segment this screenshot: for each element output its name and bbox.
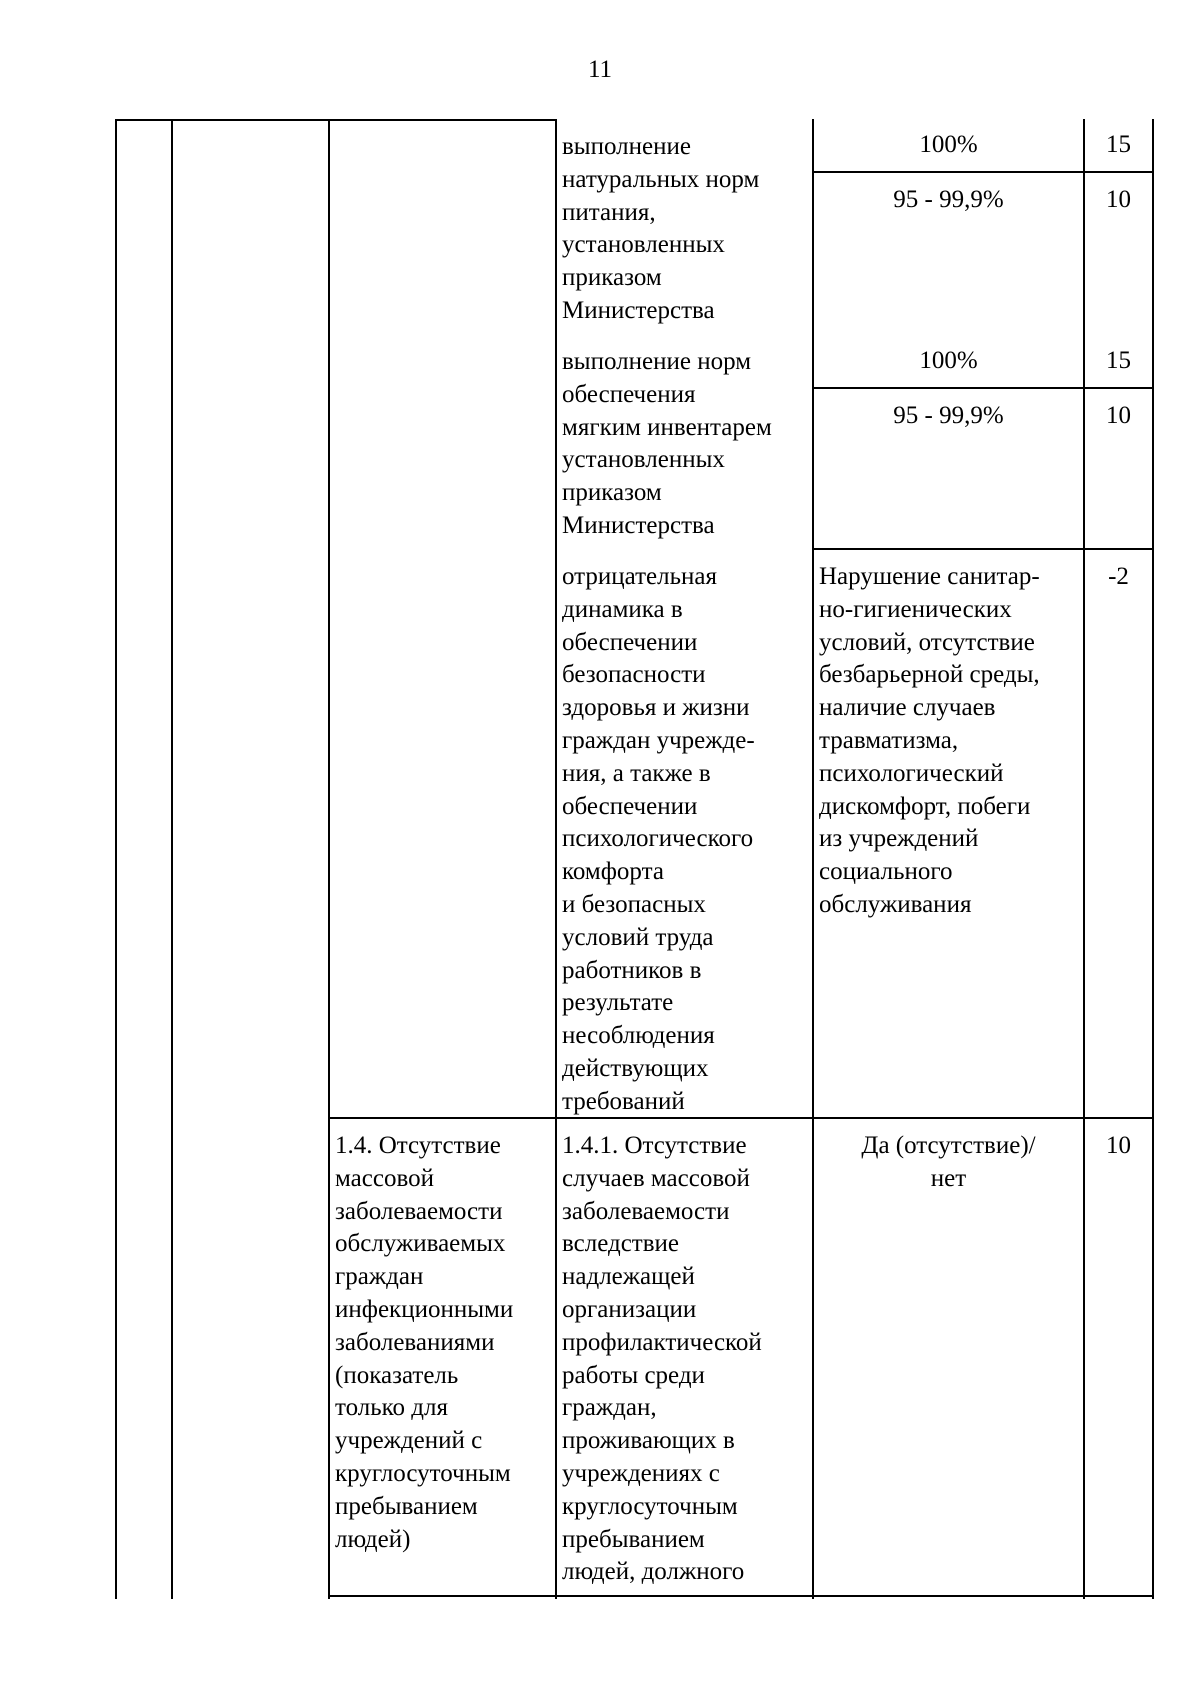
row-divider [812,387,1154,389]
condition-cell: 100% [919,347,978,374]
indicator-cell: 1.4.1. Отсутствие случаев массовой заболеваемости вследствие надлежащей организации профилактической работы среди граждан, проживающих в учреждениях с круглосуточным пребыванием людей, должного [562,1132,762,1586]
criterion-cell: 1.4. Отсутствие массовой заболеваемости обслуживаемых граждан инфекционными заболеваниями (показатель только для учреждений с круглосуточным пребыванием людей) [335,1132,514,1553]
table-divider-col1 [171,119,173,1599]
condition-cell: Нарушение санитар- но-гигиенических условий, отсутствие безбарьерной среды, наличие случаев травматизма, психологический дискомфорт, побеги из учреждений социального обслуживания [819,563,1040,918]
points-cell: 15 [1106,131,1131,158]
table-divider-col2 [328,119,330,1599]
page-number: 11 [587,56,613,83]
table-divider-col3 [555,119,557,1599]
table-divider-col5 [1083,119,1085,1599]
condition-cell: Да (отсутствие)/ нет [861,1132,1036,1192]
row-divider [812,171,1154,173]
table-border-right [1152,119,1154,1599]
condition-cell: 100% [919,131,978,158]
condition-cell: 95 - 99,9% [893,186,1004,213]
table-border-top [328,119,555,121]
table-border-left [115,119,117,1599]
points-cell: 10 [1106,186,1131,213]
indicator-cell: отрицательная динамика в обеспечении безопасности здоровья и жизни граждан учрежде- ния, а также в обеспечении психологического комфорта и безопасных условий труда работников в результате несоблюдения действующих требований [562,563,755,1115]
condition-cell: 95 - 99,9% [893,402,1004,429]
table-divider-col4 [812,119,814,1599]
indicator-cell: выполнение норм обеспечения мягким инвентарем установленных приказом Министерства [562,348,772,539]
table-border-top [115,119,328,121]
points-cell: 10 [1106,1132,1131,1159]
indicator-cell: выполнение натуральных норм питания, установленных приказом Министерства [562,133,760,324]
points-cell: 10 [1106,402,1131,429]
points-cell: -2 [1108,563,1129,590]
points-cell: 15 [1106,347,1131,374]
row-divider [812,548,1154,550]
table-border-bottom [328,1595,1154,1597]
